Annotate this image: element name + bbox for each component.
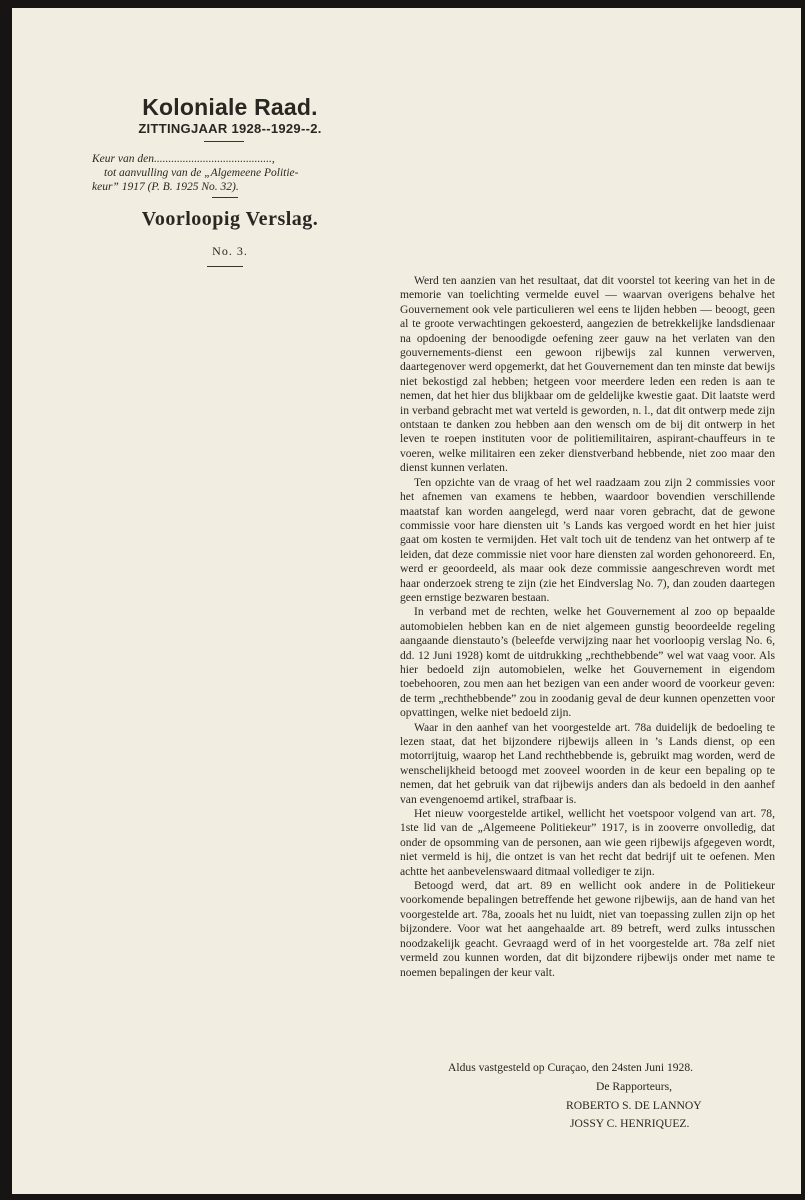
council-heading: Koloniale Raad. (142, 94, 318, 120)
divider (204, 141, 244, 142)
session-year: ZITTINGJAAR 1928--1929--2. (138, 121, 322, 136)
rapporteurs-label: De Rapporteurs, (596, 1080, 672, 1093)
paragraph: Werd ten aanzien van het resultaat, dat dit voorstel tot keering van het in de memorie van toelichting vermelde euvel — waarvan overigens behalve het Gouvernement ook vele particulieren wel eens te lijden hebben — beoogt, geen al te groote verwachtingen gekoesterd, aangezien de betrekkelijke landsdienaar na opdoening der benoodigde oefening zeer gauw na het verlaten van den gouvernements-dienst een gewoon rijbewijs zal kunnen verwerven, daartegenover werd opgemerkt, dat het Gouvernement dan ten minste dat bewijs niet bekostigd zal hebben; hetgeen voor meerdere leden een reden is aan te nemen, dat het hier dus blijkbaar om de geldelijke kwestie gaat. Dit laatste werd in verband gebracht met wat verteld is geworden, n. l., dat dit ontwerp mede zijn ontstaan te danken zou hebben aan den wensch om de bij dit ontwerp in het leven te roepen instituten voor de politiemilitairen, aspirant-chauffeurs in te voeren, welke militairen een zeker dienstverband hebbende, niet zoo maar den dienst kunnen verlaten. (400, 274, 775, 475)
paragraph: In verband met de rechten, welke het Gouvernement al zoo op bepaalde automobielen hebben kan en de niet algemeen gunstig beoordeelde regeling aangaande dienstauto’s (beleefde verwijzing naar het voorloopig verslag No. 6, dd. 12 Juni 1928) komt de uitdrukking „rechthebbende” wel wat vaag voor. Als hier bedoeld zijn automobielen, welke het Gouvernement in eigendom toebehooren, zou men aan het bezigen van een ander woord de voorkeur geven: de term „rechthebbende” zou in zoodanig geval de deur kunnen openzetten voor opvattingen, welke niet bedoeld zijn. (400, 605, 775, 720)
divider (207, 266, 243, 267)
signatory-1: ROBERTO S. DE LANNOY (566, 1099, 702, 1112)
ordinance-line-1: Keur van den........................................., (92, 153, 275, 165)
divider (212, 197, 238, 198)
report-body (400, 274, 775, 980)
paragraph: Ten opzichte van de vraag of het wel raadzaam zou zijn 2 commissies voor het afnemen van examens te hebben, waardoor bovendien verschillende maatstaf kan worden aangelegd, werd naar voren gebracht, dat de gewone commissie voor hare diensten uit ’s Lands kas vergoed wordt en het hier juist gaat om kosten te vermijden. Het valt toch uit de tendenz van het ontwerp af te leiden, dat deze commissie niet voor hare diensten zal worden gehonoreerd. En, werd er geoordeeld, als maar ook deze commissie aangeschreven wordt met haar onderzoek streng te zijn (zie het Eindverslag No. 7), dan zouden daartegen geen ernstige bezwaren bestaan. (400, 475, 775, 604)
place-date: Aldus vastgesteld op Curaçao, den 24sten Juni 1928. (448, 1061, 694, 1074)
report-title: Voorloopig Verslag. (141, 208, 319, 230)
ordinance-description (92, 152, 354, 194)
report-number: No. 3. (212, 244, 248, 258)
signatory-2: JOSSY C. HENRIQUEZ. (570, 1117, 690, 1130)
ordinance-line-3: keur” 1917 (P. B. 1925 No. 32). (92, 181, 239, 193)
paragraph: Betoogd werd, dat art. 89 en wellicht ook andere in de Politiekeur voorkomende bepalingen betreffende het gewone rijbewijs, aan de hand van het voorgestelde art. 78a, zooals het nu luidt, niet van toepassing zullen zijn op het bijzondere. Voor wat het aangehaalde art. 89 betreft, werd zulks intusschen noodzakelijk geacht. Gevraagd werd of in het voorgestelde art. 78a zelf niet vermeld zou kunnen worden, dat dit bijzondere rijbewijs onder met name te noemen bepalingen der keur valt. (400, 879, 775, 979)
document-page (12, 8, 801, 1194)
paragraph: Waar in den aanhef van het voorgestelde art. 78a duidelijk de bedoeling te lezen staat, dat het bijzondere rijbewijs alleen in ’s Lands dienst, op een motorrijtuig, waarop het Land rechthebbende is, gebruikt mag worden, werd de wenschelijkheid betoogd met zooveel woorden in de keur een bepaling op te nemen, dat het gebruik van dat rijbewijs anders dan als bedoeld in den aanhef van evengenoemd artikel, strafbaar is. (400, 720, 775, 806)
paragraph: Het nieuw voorgestelde artikel, wellicht het voetspoor volgend van art. 78, 1ste lid van de „Algemeene Politiekeur” 1917, is in zooverre onvolledig, dat onder de opsomming van de personen, aan wie geen rijbewijs afgegeven wordt, niet vermeld is hij, die ontzet is van het recht dat bedrijf uit te oefenen. Men achtte het aanbevelenswaard ditmaal vollediger te zijn. (400, 807, 775, 878)
ordinance-line-2: tot aanvulling van de „Algemeene Politie- (104, 167, 299, 179)
